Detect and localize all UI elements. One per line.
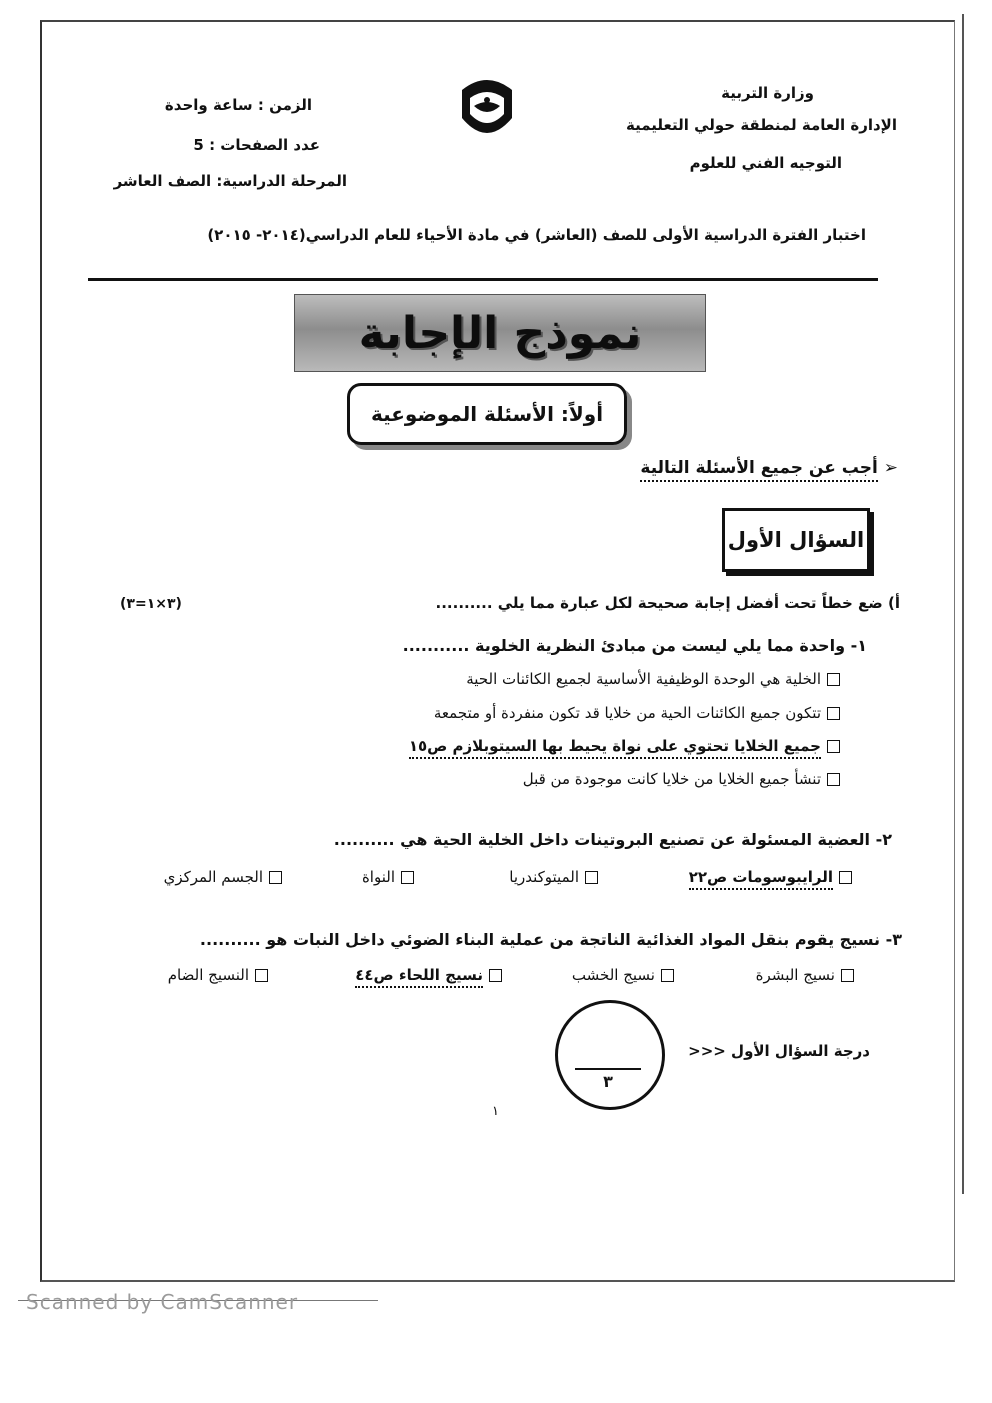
- q3-option-4[interactable]: [168, 966, 268, 984]
- q2-option-3-text: النواة: [361, 868, 395, 886]
- page-count: عدد الصفحات : 5: [193, 136, 320, 154]
- objective-section-title: أولاً: الأسئلة الموضوعية: [370, 402, 604, 426]
- checkbox-icon[interactable]: [827, 707, 840, 720]
- q1-option-4[interactable]: [523, 770, 840, 788]
- checkbox-icon[interactable]: [401, 871, 414, 884]
- scan-edge: [962, 14, 964, 1194]
- q2-option-2[interactable]: [509, 868, 598, 886]
- question-1-title: السؤال الأول: [727, 528, 865, 552]
- q3-stem: ٣- نسيج يقوم بنقل المواد الغذائية الناتجة من عملية البناء الضوئي داخل النبات هو ..........: [199, 930, 902, 949]
- q1-option-3[interactable]: [409, 737, 840, 755]
- directorate-name: الإدارة العامة لمنطقة حولي التعليمية: [625, 116, 897, 134]
- checkbox-icon[interactable]: [827, 673, 840, 686]
- checkbox-icon[interactable]: [839, 871, 852, 884]
- answer-model-banner: [294, 294, 706, 372]
- checkbox-icon[interactable]: [827, 740, 840, 753]
- part-a-instruction: أ) ضع خطاً تحت أفضل إجابة صحيحة لكل عبارة مما يلي ..........: [435, 594, 900, 612]
- checkbox-icon[interactable]: [489, 969, 502, 982]
- q1-option-1-text: الخلية هي الوحدة الوظيفية الأساسية لجميع الكائنات الحية: [466, 670, 821, 688]
- q3-option-1-text: نسيج البشرة: [755, 966, 835, 984]
- q2-option-1-text: الرايبوسومات ص٢٢: [689, 868, 833, 890]
- part-a-score: (٣×١=٣): [120, 596, 182, 612]
- supervision-name: التوجيه الفني للعلوم: [689, 154, 842, 172]
- exam-title: اختبار الفترة الدراسية الأولى للصف (العاشر) في مادة الأحياء للعام الدراسي(٢٠١٤- ٢٠١٥): [207, 226, 866, 244]
- q2-option-3[interactable]: [362, 868, 414, 886]
- instruction-line: [640, 458, 898, 478]
- grade-label: درجة السؤال الأول <<<: [688, 1042, 870, 1060]
- q1-option-4-text: تنشأ جميع الخلايا من خلايا كانت موجودة من قبل: [522, 770, 821, 788]
- kuwait-emblem-icon: [452, 70, 522, 148]
- answer-model-title: نموذج الإجابة: [358, 307, 642, 359]
- q1-option-3-text: جميع الخلايا تحتوي على نواة يحيط بها السيتوبلازم ص١٥: [409, 737, 821, 759]
- q2-option-4[interactable]: [164, 868, 282, 886]
- q3-option-4-text: النسيج الضام: [167, 966, 249, 984]
- checkbox-icon[interactable]: [661, 969, 674, 982]
- q2-option-1[interactable]: [689, 868, 852, 886]
- scanner-watermark: Scanned by CamScanner: [26, 1290, 299, 1314]
- header-divider: [88, 278, 878, 281]
- q1-option-2[interactable]: [434, 704, 840, 722]
- grade-level: المرحلة الدراسية: الصف العاشر: [113, 172, 347, 190]
- checkbox-icon[interactable]: [269, 871, 282, 884]
- q2-option-2-text: الميتوكندريا: [509, 868, 579, 886]
- grade-circle: [555, 1000, 665, 1110]
- q3-option-2-text: نسيج الخشب: [571, 966, 655, 984]
- question-1-box: [722, 508, 870, 572]
- q2-stem: ٢- العضية المسئولة عن تصنيع البروتينات داخل الخلية الحية هي ..........: [333, 830, 892, 849]
- checkbox-icon[interactable]: [585, 871, 598, 884]
- grade-fraction-line: [575, 1068, 641, 1070]
- q3-option-2[interactable]: [572, 966, 674, 984]
- q3-option-1[interactable]: [756, 966, 854, 984]
- grade-total: ٣: [603, 1072, 613, 1091]
- checkbox-icon[interactable]: [827, 773, 840, 786]
- ministry-name: وزارة التربية: [721, 84, 814, 102]
- q1-stem: ١- واحدة مما يلي ليست من مبادئ النظرية الخلوية ...........: [402, 636, 867, 655]
- q3-option-3-text: نسيج اللحاء ص٤٤: [355, 966, 483, 988]
- exam-time: الزمن : ساعة واحدة: [164, 96, 312, 114]
- q2-option-4-text: الجسم المركزي: [163, 868, 263, 886]
- arrow-bullet-icon: ➢: [877, 458, 898, 478]
- q1-option-2-text: تتكون جميع الكائنات الحية من خلايا قد تكون منفردة أو متجمعة: [433, 704, 821, 722]
- q1-option-1[interactable]: [466, 670, 840, 688]
- instruction-text: أجب عن جميع الأسئلة التالية: [640, 458, 877, 482]
- objective-section-box: [347, 383, 627, 445]
- page-number: ١: [492, 1104, 499, 1119]
- q3-option-3[interactable]: [355, 966, 502, 984]
- checkbox-icon[interactable]: [255, 969, 268, 982]
- checkbox-icon[interactable]: [841, 969, 854, 982]
